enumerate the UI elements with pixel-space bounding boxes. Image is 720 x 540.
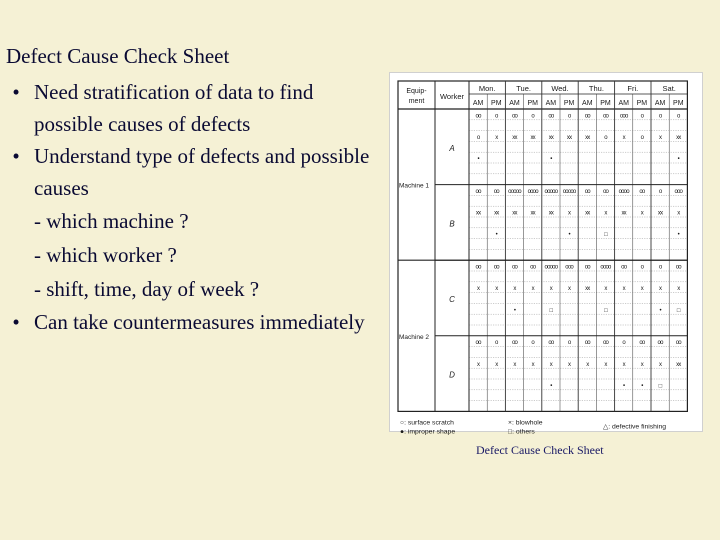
tally-mark: x — [658, 286, 662, 293]
machine-label: Machine 2 — [399, 333, 429, 341]
tally-mark: xx — [585, 135, 590, 142]
shift-header: AM — [545, 100, 557, 107]
shift-header: PM — [527, 100, 538, 107]
tally-mark: • — [641, 383, 643, 390]
tally-mark: x — [567, 286, 571, 293]
tally-mark: o — [622, 340, 625, 347]
equipment-header: Equip- — [406, 88, 427, 95]
tally-mark: oo — [657, 340, 663, 347]
tally-mark: x — [677, 286, 680, 293]
tally-mark: xx — [548, 135, 554, 142]
tally-mark: oo — [675, 264, 681, 271]
tally-mark: x — [604, 361, 607, 368]
bullet-item — [6, 306, 381, 338]
tally-mark: • — [677, 156, 679, 163]
tally-mark: o — [640, 135, 644, 142]
tally-mark: oo — [584, 340, 590, 347]
shift-header: PM — [636, 100, 648, 107]
tally-mark: xx — [512, 135, 517, 142]
legend-others: □: others — [508, 428, 535, 436]
tally-mark: oo — [621, 264, 627, 271]
tally-mark: • — [659, 307, 661, 314]
worker-header: Worker — [439, 92, 465, 101]
shift-header: PM — [600, 100, 611, 107]
tally-mark: oooo — [600, 264, 611, 271]
legend-surface-scratch: ○: surface scratch — [400, 419, 454, 427]
tally-mark: x — [567, 210, 571, 217]
tally-mark: o — [495, 113, 498, 120]
worker-label: C — [449, 295, 455, 304]
tally-mark: x — [658, 135, 662, 142]
tally-mark: ooo — [674, 189, 683, 196]
table-frame — [398, 81, 687, 411]
shift-header: AM — [618, 100, 629, 107]
tally-mark: ooo — [565, 264, 573, 271]
tally-mark: xx — [657, 210, 663, 217]
tally-mark: oo — [639, 189, 645, 196]
tally-mark: oo — [675, 340, 681, 347]
tally-mark: oo — [511, 113, 518, 120]
tally-mark: • — [550, 156, 552, 163]
tally-mark: x — [531, 361, 534, 368]
bullet-list — [6, 76, 381, 338]
tally-mark: xx — [494, 210, 499, 217]
tally-mark: oo — [511, 340, 518, 347]
bullet-text: Understand type of defects and possible causes — [34, 144, 370, 200]
tally-mark: oo — [511, 264, 518, 271]
tally-mark: oo — [602, 340, 609, 347]
tally-mark: ooooo — [544, 189, 558, 196]
tally-mark: ooooo — [544, 264, 558, 271]
legend-defective-finishing: △: defective finishing — [603, 423, 667, 431]
tally-mark: ooo — [619, 113, 628, 120]
shift-header: AM — [582, 100, 593, 107]
tally-mark: oooo — [618, 189, 629, 196]
tally-mark: oo — [602, 189, 609, 196]
tally-mark: oo — [639, 340, 645, 347]
tally-mark: x — [604, 286, 607, 293]
tally-mark: x — [531, 286, 534, 293]
tally-mark: x — [622, 135, 625, 142]
day-header: Wed. — [551, 84, 569, 93]
bullet-glyph: • — [12, 310, 20, 334]
legend-blowhole: ×: blowhole — [508, 419, 543, 427]
bullet-glyph: • — [12, 144, 20, 168]
tally-mark: ooooo — [508, 189, 521, 196]
worker-label: B — [449, 219, 455, 229]
tally-mark: xx — [676, 135, 681, 142]
shift-header: PM — [673, 100, 684, 107]
tally-mark: oo — [530, 264, 536, 271]
tally-mark: x — [640, 210, 644, 217]
tally-mark: x — [476, 361, 480, 368]
tally-mark: o — [658, 113, 662, 120]
tally-mark: x — [677, 210, 680, 217]
tally-mark: • — [677, 232, 679, 239]
tally-mark: □ — [604, 307, 607, 314]
tally-mark: • — [623, 383, 625, 390]
sub-item-machine: - which machine ? — [34, 209, 189, 233]
shift-header: AM — [654, 100, 666, 107]
tally-mark: • — [477, 156, 479, 163]
day-header: Mon. — [478, 84, 496, 93]
equipment-header: ment — [408, 98, 425, 105]
slide-title: Defect Cause Check Sheet — [6, 44, 230, 68]
tally-mark: x — [567, 361, 571, 368]
tally-mark: o — [531, 113, 534, 120]
tally-mark: x — [622, 286, 625, 293]
tally-mark: x — [604, 210, 607, 217]
tally-mark: • — [568, 232, 570, 239]
tally-mark: □ — [676, 307, 680, 314]
tally-mark: x — [495, 286, 498, 293]
machine-label: Machine 1 — [399, 182, 429, 190]
tally-mark: oo — [548, 340, 554, 347]
check-sheet-table — [390, 73, 702, 436]
tally-mark: • — [550, 383, 552, 390]
tally-mark: o — [658, 189, 662, 196]
sub-item-shift: - shift, time, day of week ? — [34, 277, 260, 301]
tally-mark: x — [549, 286, 553, 293]
tally-mark: o — [640, 264, 644, 271]
shift-header: PM — [563, 100, 575, 107]
tally-mark: x — [495, 135, 498, 142]
tally-mark: o — [677, 113, 680, 120]
tally-mark: oo — [493, 189, 499, 196]
tally-mark: x — [495, 361, 498, 368]
tally-mark: □ — [658, 383, 662, 390]
tally-mark: xx — [585, 286, 590, 293]
bullet-item — [6, 140, 381, 204]
shift-header: AM — [509, 100, 520, 107]
day-header: Fri. — [627, 84, 639, 93]
tally-mark: o — [476, 135, 480, 142]
tally-mark: xx — [676, 361, 681, 368]
bullet-text: Need stratification of data to find possible causes of defects — [34, 80, 314, 136]
tally-mark: x — [476, 286, 480, 293]
bullet-glyph: • — [12, 80, 20, 104]
tally-mark: oo — [475, 189, 481, 196]
tally-mark: xx — [475, 210, 481, 217]
tally-mark: oo — [475, 113, 481, 120]
shift-header: AM — [472, 100, 484, 107]
tally-mark: oo — [584, 113, 590, 120]
tally-mark: oo — [548, 113, 554, 120]
tally-mark: oooo — [527, 189, 538, 196]
tally-mark: xx — [585, 210, 590, 217]
tally-mark: x — [586, 361, 589, 368]
day-header: Sat. — [662, 84, 676, 93]
worker-label: D — [449, 370, 455, 380]
day-header: Tue. — [516, 84, 531, 93]
tally-mark: o — [567, 340, 571, 347]
worker-label: A — [449, 143, 455, 153]
tally-mark: xx — [530, 210, 535, 217]
legend-improper-shape: ●: improper shape — [400, 428, 456, 436]
tally-mark: o — [640, 113, 644, 120]
tally-mark: ooooo — [562, 189, 576, 196]
tally-mark: o — [531, 340, 534, 347]
figure-caption: Defect Cause Check Sheet — [476, 443, 604, 457]
tally-mark: x — [640, 286, 644, 293]
tally-mark: x — [513, 361, 516, 368]
tally-mark: xx — [566, 135, 572, 142]
bullet-text: Can take countermeasures immediately — [34, 310, 365, 334]
tally-mark: xx — [548, 210, 554, 217]
tally-mark: o — [567, 113, 571, 120]
tally-mark: x — [640, 361, 644, 368]
tally-mark: o — [658, 264, 662, 271]
tally-mark: x — [658, 361, 662, 368]
check-sheet-figure — [389, 72, 703, 436]
tally-mark: oo — [602, 113, 609, 120]
tally-mark: xx — [530, 135, 535, 142]
tally-mark: xx — [621, 210, 626, 217]
day-header: Thu. — [588, 84, 604, 93]
tally-mark: x — [549, 361, 553, 368]
tally-mark: □ — [604, 232, 607, 239]
tally-mark: □ — [549, 307, 553, 314]
tally-mark: o — [495, 340, 498, 347]
bullet-item — [6, 76, 381, 140]
tally-mark: • — [495, 232, 497, 239]
tally-mark: oo — [584, 264, 590, 271]
tally-mark: o — [604, 135, 607, 142]
tally-mark: oo — [584, 189, 590, 196]
tally-mark: • — [513, 307, 516, 314]
tally-mark: x — [622, 361, 625, 368]
tally-mark: oo — [475, 340, 481, 347]
tally-mark: oo — [475, 264, 481, 271]
tally-mark: x — [513, 286, 516, 293]
tally-mark: xx — [512, 210, 517, 217]
sub-item-worker: - which worker ? — [34, 243, 177, 267]
tally-mark: oo — [493, 264, 499, 271]
shift-header: PM — [491, 100, 502, 107]
